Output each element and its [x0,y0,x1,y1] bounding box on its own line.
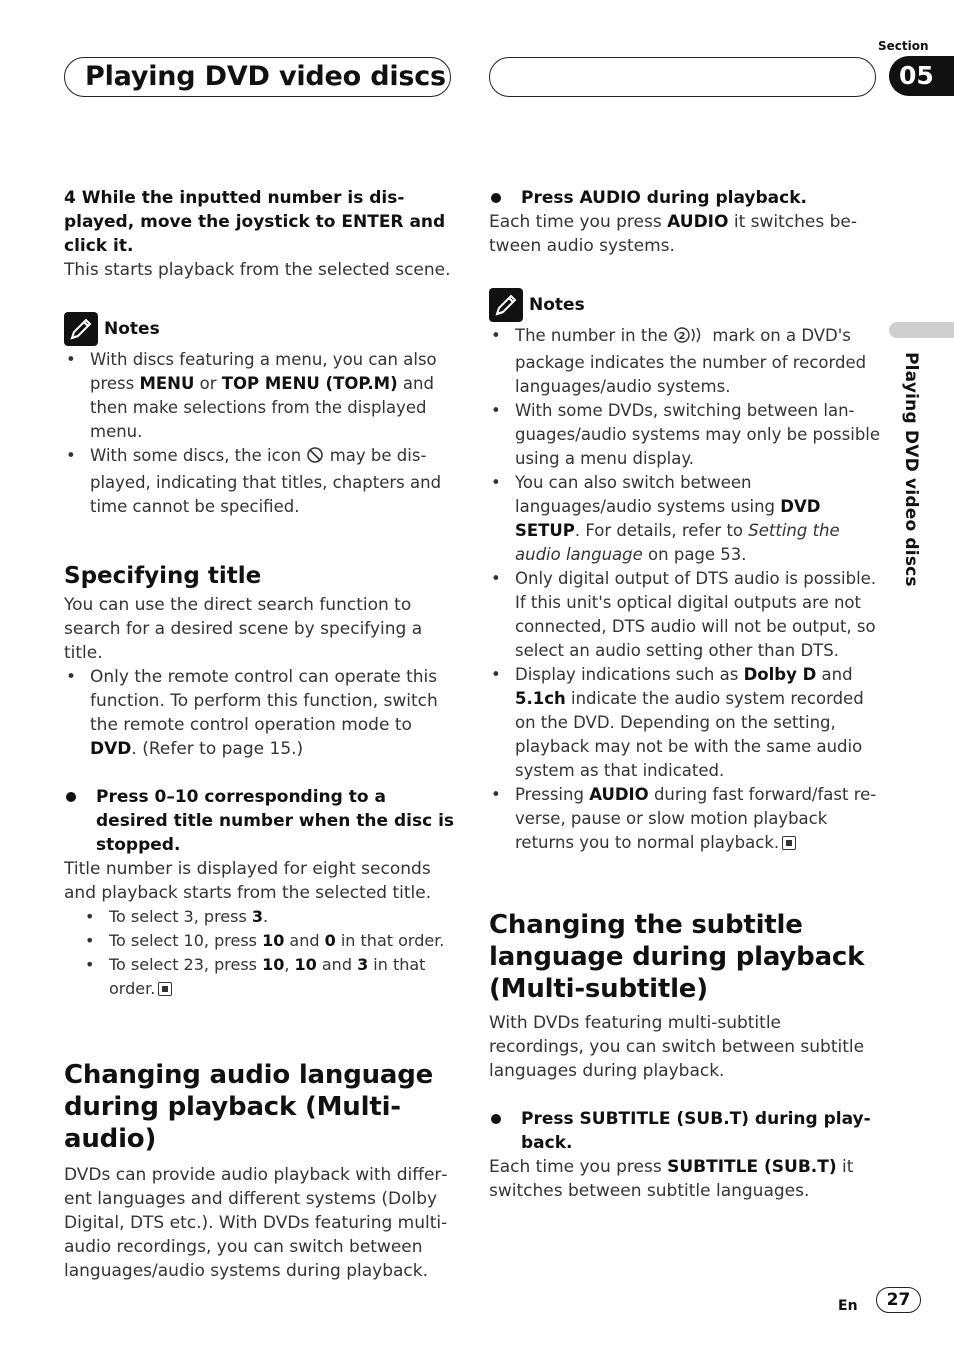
notes-pencil-icon [64,312,98,346]
specifying-list [64,665,456,761]
specifying-desc: You can use the direct search function to search for a desired scene by specifying a title. [64,595,423,663]
page-number: 27 [876,1287,921,1313]
list-item: • The number in the 2 mark on a DVD's package indicates the number of recorded languages/audio systems. [489,324,881,399]
step-bullet-icon [66,792,76,802]
side-tab-label: Playing DVD video discs [901,352,921,587]
audio-step-desc: Each time you press AUDIO it switches between audio systems. [489,212,858,256]
right-column [489,186,881,1203]
audio-tracks-icon [673,326,707,351]
page-title: Playing DVD video discs [85,61,446,92]
list-item: • Pressing AUDIO during fast forward/fast reverse, pause or slow motion playback returns you to normal playback. [489,783,881,855]
list-item: • Display indications such as Dolby D and 5.1ch indicate the audio system recorded on the DVD. Depending on the setting, playback may not be with the same audio system as that indicated. [489,663,881,783]
list-item: • You can also switch between languages/audio systems using DVD SETUP. For details, refer to Setting the audio language on page 53. [489,471,881,567]
press-step: Press 0–10 corresponding to a desired title number when the disc is stopped. [64,785,456,857]
list-item: • Only the remote control can operate this function. To perform this function, switch the remote control operation mode to DVD. (Refer to page 15.) [64,665,456,761]
notes-list [489,324,881,855]
list-item: • With some discs, the icon may be displayed, indicating that titles, chapters and time cannot be specified. [64,444,456,519]
notes-header [489,288,881,322]
step-bullet-icon [491,1114,501,1124]
prohibited-icon [306,446,324,471]
notes-label: Notes [529,295,585,315]
audio-language-heading: Changing audio language during playback (Multi-audio) [64,1060,434,1154]
list-item: • With some DVDs, switching between languages/audio systems may only be possible using a menu display. [489,399,881,471]
list-item: • With discs featuring a menu, you can also press MENU or TOP MENU (TOP.M) and then make selections from the displayed menu. [64,348,456,444]
step-4-title: 4 While the inputted number is displayed, move the joystick to ENTER and click it. [64,188,446,256]
footer-language: En [838,1298,858,1314]
subtitle-language-heading: Changing the subtitle language during playback (Multi-subtitle) [489,910,865,1004]
list-item: • To select 10, press 10 and 0 in that order. [64,929,456,953]
examples-list [64,905,456,1001]
press-desc: Title number is displayed for eight seconds and playback starts from the selected title. [64,859,432,903]
left-column [64,186,456,1283]
end-mark-icon [158,982,172,996]
notes-pencil-icon [489,288,523,322]
header-empty-box [489,57,876,97]
audio-language-desc: DVDs can provide audio playback with different languages and different systems (Dolby Digital, DTS etc.). With DVDs featuring multi-audio recordings, you can switch between languages/audio systems during playback. [64,1165,448,1281]
header-title-box [64,57,451,97]
section-number-badge: 05 [889,56,954,96]
notes-label: Notes [104,319,160,339]
notes-list [64,348,456,519]
notes-header [64,312,456,346]
list-item: • Only digital output of DTS audio is possible. If this unit's optical digital outputs are not connected, DTS audio will not be output, so select an audio setting other than DTS. [489,567,881,663]
list-item: • To select 23, press 10, 10 and 3 in that order. [64,953,456,1001]
subtitle-step-desc: Each time you press SUBTITLE (SUB.T) it switches between subtitle languages. [489,1157,854,1201]
specifying-title-heading: Specifying title [64,563,262,589]
audio-step: Press AUDIO during playback. [489,186,881,210]
subtitle-step: Press SUBTITLE (SUB.T) during playback. [489,1107,881,1155]
audio-tracks-number: 2 [678,331,686,342]
side-tab-bar [889,322,954,338]
section-label: Section [878,39,929,53]
step-bullet-icon [491,193,501,203]
subtitle-language-desc: With DVDs featuring multi-subtitle recordings, you can switch between subtitle languages during playback. [489,1013,865,1081]
end-mark-icon [782,836,796,850]
step-4-desc: This starts playback from the selected scene. [64,260,451,280]
list-item: • To select 3, press 3. [64,905,456,929]
